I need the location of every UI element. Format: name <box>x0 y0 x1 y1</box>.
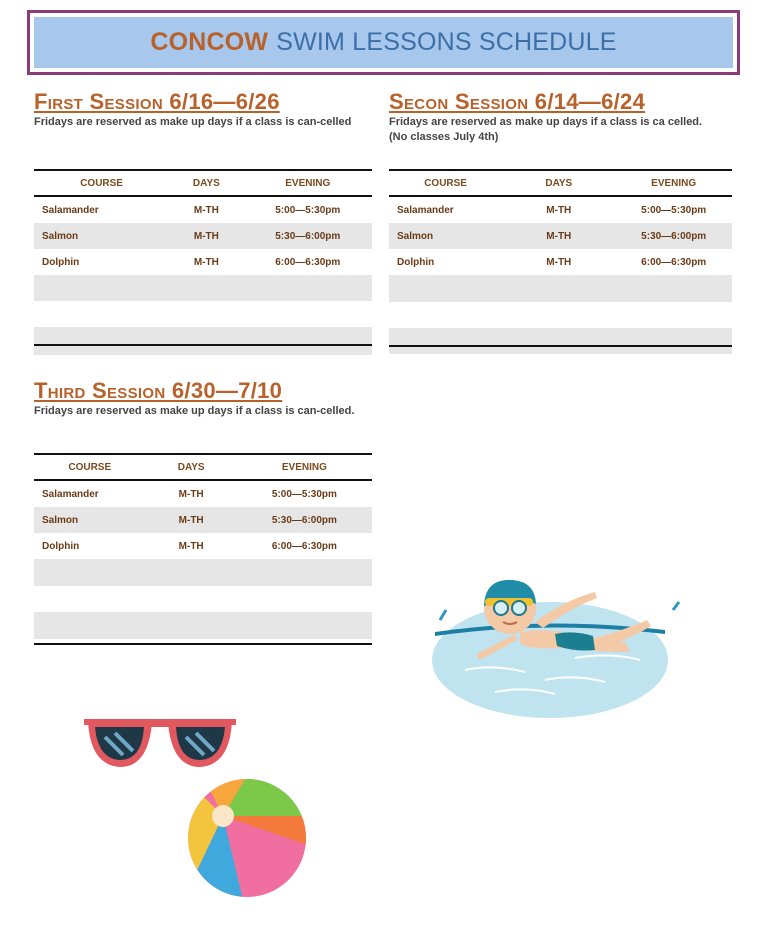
session-title: First Session 6/16—6/26 <box>34 89 280 114</box>
table-row-empty <box>389 275 732 302</box>
cell-time: 6:00—6:30pm <box>271 540 337 552</box>
table-bottom-rule <box>34 344 372 346</box>
table-row-empty <box>34 559 372 586</box>
col-course: COURSE <box>34 454 146 480</box>
col-evening: EVENING <box>615 170 732 196</box>
cell-time: 5:00—5:30pm <box>275 204 341 216</box>
col-days: DAYS <box>169 170 243 196</box>
cell-time: 6:00—6:30pm <box>641 256 707 268</box>
cell-days: M-TH <box>178 540 204 552</box>
cell-days: M-TH <box>146 507 237 533</box>
col-course: COURSE <box>34 170 169 196</box>
table-row <box>34 196 372 223</box>
cell-days: M-TH <box>193 204 219 216</box>
session-note: Fridays are reserved as make up days if a class is ca celled.(No classes July 4th) <box>389 116 703 143</box>
cell-course: Salamander <box>42 488 99 500</box>
cell-course: Dolphin <box>42 540 80 552</box>
cell-time: 5:00—5:30pm <box>641 204 707 216</box>
cell-time: 6:00—6:30pm <box>275 256 341 268</box>
table-row <box>34 223 372 249</box>
table-row <box>34 249 372 275</box>
session-title: Secon Session 6/14—6/24 <box>389 89 646 114</box>
table-header-row <box>34 454 372 480</box>
col-evening: EVENING <box>244 170 372 196</box>
cell-course: Dolphin <box>397 256 435 268</box>
cell-days: M-TH <box>546 256 572 268</box>
table-header-row <box>34 170 372 196</box>
session-first <box>34 89 372 268</box>
cell-course: Salmon <box>34 507 146 533</box>
session-note: Fridays are reserved as make up days if a class is can-celled. <box>34 405 355 417</box>
schedule-table <box>34 169 372 355</box>
table-row-empty <box>34 275 372 301</box>
cell-course: Salamander <box>397 204 454 216</box>
session-title: Third Session 6/30—7/10 <box>34 378 283 403</box>
table-row <box>34 533 372 559</box>
title-banner-fill <box>34 17 733 68</box>
cell-days: M-TH <box>546 204 572 216</box>
table-row-empty <box>34 301 372 327</box>
cell-time: 5:30—6:00pm <box>615 223 732 249</box>
session-note: Fridays are reserved as make up days if a class is can-celled <box>34 116 352 128</box>
session-second <box>389 89 733 268</box>
cell-time: 5:00—5:30pm <box>271 488 337 500</box>
title-banner <box>27 10 740 75</box>
cell-days: M-TH <box>169 223 243 249</box>
table-row <box>389 249 732 275</box>
table-header-row <box>389 170 732 196</box>
table-row-empty <box>389 302 732 328</box>
schedule-table <box>389 169 732 354</box>
table-row <box>34 507 372 533</box>
table-row <box>389 196 732 223</box>
table-row-empty <box>389 328 732 354</box>
table-bottom-rule <box>389 345 732 347</box>
col-days: DAYS <box>146 454 237 480</box>
cell-course: Salmon <box>389 223 502 249</box>
col-days: DAYS <box>502 170 615 196</box>
table-row <box>389 223 732 249</box>
cell-days: M-TH <box>178 488 204 500</box>
cell-time: 5:30—6:00pm <box>244 223 372 249</box>
session-third <box>34 378 372 552</box>
table-row <box>34 480 372 507</box>
banner-title: SWIM LESSONS SCHEDULE <box>276 28 617 56</box>
col-evening: EVENING <box>237 454 372 480</box>
table-row-empty <box>34 612 372 639</box>
col-course: COURSE <box>389 170 502 196</box>
swimmer-illustration <box>425 560 695 725</box>
schedule-table <box>34 453 372 639</box>
table-row-empty <box>34 586 372 612</box>
cell-time: 5:30—6:00pm <box>237 507 372 533</box>
sunglasses-icon <box>80 705 240 775</box>
cell-days: M-TH <box>193 256 219 268</box>
cell-days: M-TH <box>502 223 615 249</box>
cell-course: Salmon <box>34 223 169 249</box>
cell-course: Salamander <box>42 204 99 216</box>
beach-ball-icon <box>183 776 311 900</box>
table-row-empty <box>34 327 372 355</box>
cell-course: Dolphin <box>42 256 80 268</box>
banner-brand: CONCOW <box>150 28 269 56</box>
table-bottom-rule <box>34 643 372 645</box>
